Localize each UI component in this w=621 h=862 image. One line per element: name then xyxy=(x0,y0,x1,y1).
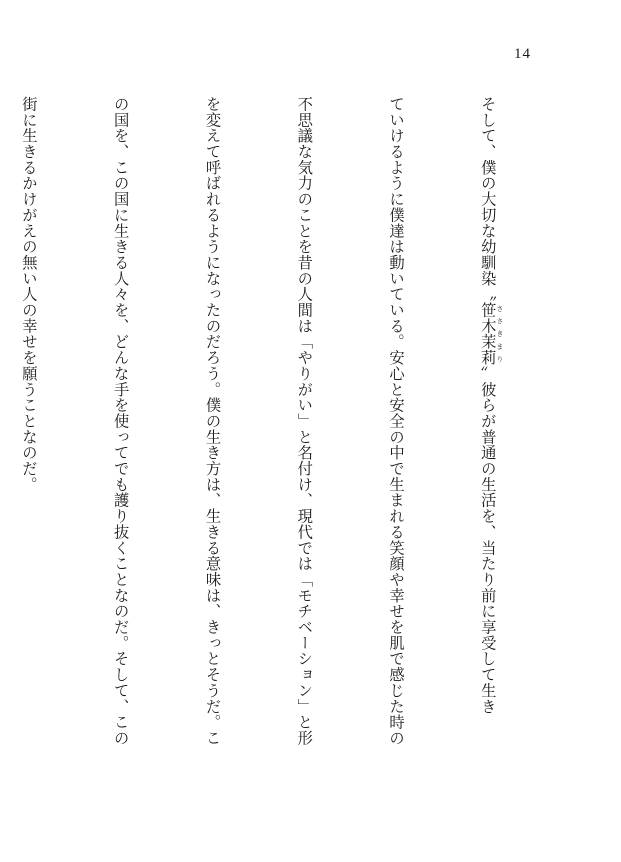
text-line: 不思議な気力のことを昔の人間は「やりがい」と名付け、現代では「モチベーション」と形 xyxy=(295,96,314,746)
page-number: 14 xyxy=(514,46,531,62)
text-line: ていけるように僕達は動いている。安心と安全の中で生まれる笑顔や幸せを肌で感じた時の xyxy=(387,96,406,746)
body-text xyxy=(0,96,565,796)
text-line: の国を、この国に生きる人々を、どんな手を使ってでも護り抜くことなのだ。そして、この xyxy=(111,96,130,746)
text-line: 街に生きるかけがえの無い人の幸せを願うことなのだ。 xyxy=(19,96,38,493)
text-line: を変えて呼ばれるようになったのだろう。僕の生き方は、生きる意味は、きっとそうだ。こ xyxy=(203,96,222,746)
text-line: そして、僕の大切な幼馴染〝笹木茉莉 ささきまり〟彼らが普通の生活を、当たり前に享受して生き xyxy=(478,96,504,715)
ruby-name: 笹木茉莉 ささきまり xyxy=(478,302,504,366)
